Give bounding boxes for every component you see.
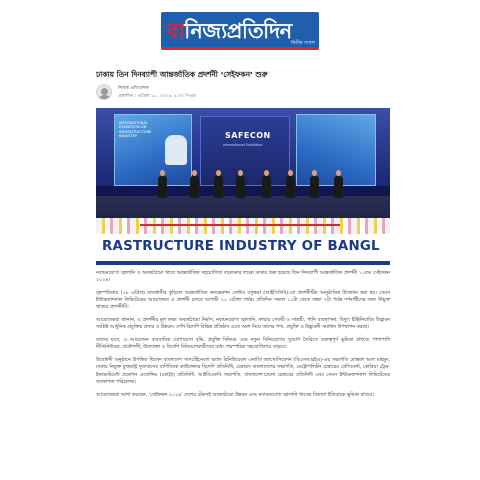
publish-date: প্রকাশিত : এপ্রিল ১৮, ২০২৪ ৫:৩০ পিএম [118,94,196,99]
article-paragraph: উদ্বোধনী অনুষ্ঠানে উপস্থিত ছিলেন বাংলাদেশ সাসটেইনেবল অ্যান্ড রিনিউয়েবল এনার্জি অ্যাসোসিয়েশন (বিএসআরইএ)-এর সভাপতি মোস্তফা আল মাহমুদ, ঢাকায় নিযুক্ত যুক্তরাষ্ট্র দূতাবাসের বাণিজ্যিক কাউন্সেলর বিদেশি প্রতিনিধি, চেম্বারস বাংলাদেশের সভাপতি, মেট্রোপলিটন চেম্বারের প্রেসিডেন্ট, কোরিয়া ট্রেড-ইনভেস্টমেন্ট প্রমোশন এজেন্সির (কোট্রা) প্রতিনিধি, আইবিএফবি সভাপতি, বাংলাদেশ-চায়না চেম্বারের প্রতিনিধি এবং সেমস ইন্টারন্যাশনাল লিমিটেডের ব্যবস্থাপনা পরিচালক। [96,358,390,385]
site-logo[interactable] [161,12,319,50]
article-photo[interactable] [96,108,390,265]
article-body [96,270,390,404]
screen-left-text: INTERNATIONAL EXHIBITION ON INFRASTRUCTURE INDUSTRY [119,121,152,139]
avatar-shoulders [98,95,111,100]
logo-wordmark [167,15,292,50]
guest-figure [334,170,343,198]
article-paragraph: নবায়নযোগ্য জ্বালানি ও অবকাঠামো খাতে আন্তর্জাতিক সহযোগিতা বাড়ানোর লক্ষ্যে ঢাকায় শুরু হয়েছে তিন দিনব্যাপী আন্তর্জাতিক প্রদর্শনী ১১তম সেইফকন ২০২৪। [96,271,390,284]
flower-row [96,218,390,234]
guest-figure [158,170,167,198]
article-paragraph: আয়োজকরা জানান, এ প্রদর্শনীর মূল লক্ষ্য অবকাঠামো নির্মাণ, নবায়নযোগ্য জ্বালানি, ফায়ার সেফটি ও সাশ্রয়ী, পানি ব্যবস্থাপনা, বিদ্যুৎ ইঞ্জিনিয়ারিং উদ্ভাবন সংশ্লিষ্ট আধুনিক প্রযুক্তির প্রসার ও উন্নয়ন। দেশি-বিদেশি বিভিন্ন প্রতিষ্ঠান এতে অংশ নিয়ে তাদের পণ্য, প্রযুক্তি ও উদ্ভাবনী সমাধান উপস্থাপন করছে। [96,318,390,331]
guest-figure [286,170,295,198]
article-paragraph: তাদের মতে, এ আয়োজন ব্যবসায়িক যোগাযোগ বৃদ্ধি, প্রযুক্তি বিনিময় এবং নতুন বিনিয়োগের সুযোগ তৈরিতে গুরুত্বপূর্ণ ভূমিকা রাখবে। পাশাপাশি নীতিনির্ধারক, প্রকৌশলী, উদ্যোক্তা ও বিদেশি বিনিয়োগকারীদের মধ্যে পারস্পরিক সহযোগিতাও বাড়বে। [96,338,390,351]
guest-figure [214,170,223,198]
screen-center-logo: SAFECON [225,131,271,140]
ribbon [140,224,340,226]
author-avatar [96,84,112,100]
logo-part-b: নিজ্য [184,19,227,43]
banner-underline [96,261,390,265]
article-paragraph: আয়োজকরা আশা করছেন, ‘সেইফকন ২০২৪’ দেশের টেকসই অবকাঠামো উন্নয়ন এবং নবায়নযোগ্য জ্বালানি খাতের বিকাশে ইতিবাচক ভূমিকা রাখবে। [96,392,374,398]
robot-figure [165,135,187,165]
guest-figure [262,170,271,198]
photo-bottom-banner [96,234,390,265]
article-paragraph: বৃহস্পতিবার (১৮ এপ্রিল) রাজধানীর কুড়িলে আন্তর্জাতিক কনভেনশন সেন্টার বসুন্ধরা (আইসিসিবি)-তে প্রদর্শনীটির আনুষ্ঠানিক উদ্বোধন করা হয়। সেমস ইন্টারন্যাশনাল লিমিটেডের আয়োজনে এ প্রদর্শনী চলবে আগামী ২০ এপ্রিল পর্যন্ত। প্রতিদিন সকাল ১০টা থেকে সন্ধ্যা ৭টা পর্যন্ত দর্শনার্থীদের জন্য উন্মুক্ত থাকবে প্রদর্শনীটি। [96,291,390,311]
guest-figure [236,170,245,198]
logo-stripe [161,47,319,50]
author-name: নিজস্ব প্রতিবেদক [118,86,149,91]
banner-text: RASTRUCTURE INDUSTRY OF BANGL [102,239,380,254]
guest-figure [310,170,319,198]
photo-screen-left [114,114,192,186]
screen-center-sub: International Exhibition [223,143,263,147]
logo-part-a: বা [167,19,185,43]
logo-part-c: প্রতিদিন [226,19,292,43]
logo-tagline: দ্বিতীয় সংবাদ [291,41,315,46]
article-headline: ঢাকায় তিন দিনব্যাপী আন্তর্জাতিক প্রদর্শনী ‘সেইফকন’ শুরু [96,70,268,79]
guest-figure [190,170,199,198]
avatar-head [101,88,108,95]
